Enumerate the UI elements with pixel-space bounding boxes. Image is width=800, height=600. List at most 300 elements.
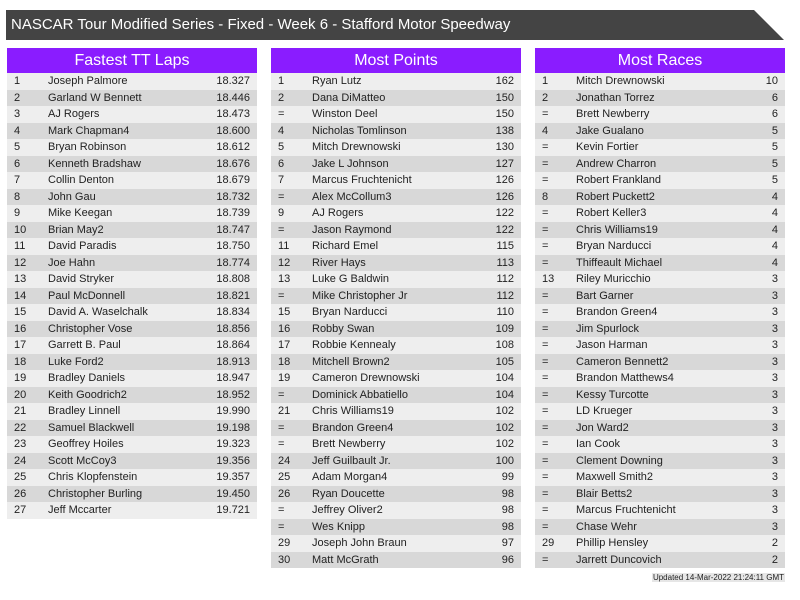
driver-name-cell: Jake Gualano xyxy=(576,124,644,137)
table-row xyxy=(7,172,257,189)
driver-name-cell: Kessy Turcotte xyxy=(576,388,649,401)
rank-cell: 26 xyxy=(14,487,27,500)
table-row xyxy=(271,370,521,387)
table-row xyxy=(7,337,257,354)
leaderboard-rows xyxy=(271,73,521,568)
table-row xyxy=(535,321,785,338)
table-row xyxy=(271,436,521,453)
rank-cell: 24 xyxy=(278,454,291,467)
driver-name-cell: Luke Ford2 xyxy=(48,355,104,368)
rank-cell: = xyxy=(542,454,549,467)
driver-name-cell: Brian May2 xyxy=(48,223,104,236)
driver-name-cell: Brandon Green4 xyxy=(312,421,394,434)
table-row xyxy=(535,255,785,272)
rank-cell: 2 xyxy=(14,91,21,104)
driver-name-cell: Marcus Fruchtenicht xyxy=(312,174,412,186)
value-cell: 150 xyxy=(495,91,514,104)
driver-name-cell: Christopher Burling xyxy=(48,487,143,500)
driver-name-cell: AJ Rogers xyxy=(312,207,364,219)
value-cell: 108 xyxy=(495,339,514,351)
driver-name-cell: Andrew Charron xyxy=(576,157,657,170)
value-cell: 138 xyxy=(495,124,514,137)
rank-cell: 15 xyxy=(278,306,291,318)
value-cell: 98 xyxy=(501,487,514,500)
rank-cell: 16 xyxy=(278,322,291,335)
rank-cell: = xyxy=(542,141,549,153)
rank-cell: = xyxy=(542,207,549,219)
table-row xyxy=(535,469,785,486)
rank-cell: 13 xyxy=(14,273,27,285)
table-row xyxy=(535,222,785,239)
value-cell: 18.739 xyxy=(216,207,250,219)
table-row xyxy=(7,156,257,173)
rank-cell: 27 xyxy=(14,504,27,516)
value-cell: 113 xyxy=(496,256,514,269)
rank-cell: 4 xyxy=(542,124,549,137)
table-row xyxy=(7,354,257,371)
table-row xyxy=(271,288,521,305)
driver-name-cell: Chris Klopfenstein xyxy=(48,471,138,483)
rank-cell: 1 xyxy=(278,75,285,87)
value-cell: 19.323 xyxy=(216,438,250,450)
driver-name-cell: Clement Downing xyxy=(576,454,663,467)
rank-cell: 24 xyxy=(14,454,27,467)
driver-name-cell: Jon Ward2 xyxy=(576,421,629,434)
value-cell: 4 xyxy=(771,207,778,219)
rank-cell: = xyxy=(542,157,549,170)
value-cell: 3 xyxy=(771,289,778,302)
driver-name-cell: Cameron Drewnowski xyxy=(312,372,420,384)
table-row xyxy=(535,288,785,305)
rank-cell: = xyxy=(278,520,285,533)
rank-cell: 11 xyxy=(278,240,290,252)
rank-cell: 17 xyxy=(278,339,291,351)
value-cell: 98 xyxy=(501,520,514,533)
rank-cell: = xyxy=(542,504,549,516)
rank-cell: = xyxy=(278,223,285,236)
rank-cell: 4 xyxy=(14,124,21,137)
value-cell: 3 xyxy=(771,405,778,417)
table-row xyxy=(535,387,785,404)
value-cell: 104 xyxy=(495,388,514,401)
rank-cell: = xyxy=(542,421,549,434)
rank-cell: = xyxy=(278,108,285,120)
table-row xyxy=(271,222,521,239)
rank-cell: = xyxy=(542,256,549,269)
rank-cell: 29 xyxy=(542,537,555,549)
driver-name-cell: Kevin Fortier xyxy=(576,141,639,153)
value-cell: 5 xyxy=(771,174,778,186)
driver-name-cell: Jeff Mccarter xyxy=(48,504,112,516)
value-cell: 115 xyxy=(496,240,514,252)
driver-name-cell: Maxwell Smith2 xyxy=(576,471,654,483)
table-row xyxy=(271,304,521,321)
driver-name-cell: Joseph John Braun xyxy=(312,537,407,549)
rank-cell: 25 xyxy=(278,471,291,483)
rank-cell: = xyxy=(542,306,549,318)
table-row xyxy=(7,222,257,239)
rank-cell: 16 xyxy=(14,322,27,335)
table-row xyxy=(535,486,785,503)
leaderboard-rows xyxy=(535,73,785,568)
value-cell: 19.198 xyxy=(216,421,250,434)
table-row xyxy=(271,535,521,552)
driver-name-cell: David Paradis xyxy=(48,240,117,252)
table-row xyxy=(7,469,257,486)
rank-cell: 5 xyxy=(14,141,21,153)
table-row xyxy=(7,288,257,305)
value-cell: 4 xyxy=(771,256,778,269)
rank-cell: 8 xyxy=(14,190,21,203)
driver-name-cell: Chris Williams19 xyxy=(576,223,658,236)
table-row xyxy=(535,271,785,288)
table-row xyxy=(271,420,521,437)
table-row xyxy=(271,90,521,107)
table-row xyxy=(271,205,521,222)
driver-name-cell: LD Krueger xyxy=(576,405,633,417)
value-cell: 4 xyxy=(771,190,778,203)
rank-cell: = xyxy=(278,421,285,434)
value-cell: 104 xyxy=(495,372,514,384)
driver-name-cell: John Gau xyxy=(48,190,96,203)
driver-name-cell: Bryan Narducci xyxy=(576,240,652,252)
value-cell: 19.450 xyxy=(216,487,250,500)
table-row xyxy=(271,139,521,156)
table-row xyxy=(535,502,785,519)
rank-cell: 18 xyxy=(278,355,291,368)
driver-name-cell: Jim Spurlock xyxy=(576,322,639,335)
value-cell: 112 xyxy=(496,273,514,285)
driver-name-cell: David Stryker xyxy=(48,273,115,285)
rank-cell: 21 xyxy=(14,405,27,417)
table-row xyxy=(7,205,257,222)
value-cell: 102 xyxy=(495,421,514,434)
rank-cell: 8 xyxy=(542,190,549,203)
driver-name-cell: Garland W Bennett xyxy=(48,91,142,104)
driver-name-cell: Bryan Robinson xyxy=(48,141,127,153)
rank-cell: 14 xyxy=(14,289,27,302)
rank-cell: = xyxy=(542,520,549,533)
rank-cell: = xyxy=(278,190,285,203)
driver-name-cell: Luke G Baldwin xyxy=(312,273,390,285)
rank-cell: 30 xyxy=(278,553,291,566)
value-cell: 6 xyxy=(771,91,778,104)
updated-timestamp: Updated 14-Mar-2022 21:24:11 GMT xyxy=(652,573,784,582)
table-row xyxy=(7,370,257,387)
value-cell: 18.327 xyxy=(216,75,250,87)
value-cell: 126 xyxy=(495,174,514,186)
value-cell: 3 xyxy=(771,355,778,368)
table-row xyxy=(7,436,257,453)
driver-name-cell: Collin Denton xyxy=(48,174,115,186)
table-row xyxy=(535,90,785,107)
value-cell: 110 xyxy=(496,306,514,318)
driver-name-cell: Jason Harman xyxy=(576,339,648,351)
rank-cell: 12 xyxy=(14,256,27,269)
driver-name-cell: Robbie Kennealy xyxy=(312,339,396,351)
driver-name-cell: Riley Muricchio xyxy=(576,273,651,285)
rank-cell: 6 xyxy=(14,157,21,170)
value-cell: 162 xyxy=(495,75,514,87)
driver-name-cell: Dominick Abbatiello xyxy=(312,388,408,401)
driver-name-cell: Robert Puckett2 xyxy=(576,190,655,203)
driver-name-cell: Bart Garner xyxy=(576,289,634,302)
table-row xyxy=(7,123,257,140)
table-row xyxy=(535,238,785,255)
table-row xyxy=(535,403,785,420)
driver-name-cell: Brandon Matthews4 xyxy=(576,372,674,384)
table-row xyxy=(7,486,257,503)
driver-name-cell: Jason Raymond xyxy=(312,223,392,236)
panel-most-races xyxy=(535,48,785,568)
rank-cell: = xyxy=(278,388,285,401)
table-row xyxy=(7,106,257,123)
driver-name-cell: Robby Swan xyxy=(312,322,375,335)
driver-name-cell: Christopher Vose xyxy=(48,322,133,335)
value-cell: 3 xyxy=(771,388,778,401)
driver-name-cell: Joseph Palmore xyxy=(48,75,128,87)
value-cell: 18.952 xyxy=(216,388,250,401)
rank-cell: = xyxy=(542,405,549,417)
rank-cell: 26 xyxy=(278,487,291,500)
value-cell: 19.990 xyxy=(216,405,250,417)
table-row xyxy=(271,271,521,288)
rank-cell: 19 xyxy=(14,372,27,384)
table-row xyxy=(7,387,257,404)
value-cell: 3 xyxy=(771,471,778,483)
driver-name-cell: Keith Goodrich2 xyxy=(48,388,127,401)
table-row xyxy=(271,552,521,569)
leaderboard-rows xyxy=(7,73,257,519)
rank-cell: 1 xyxy=(542,75,549,87)
rank-cell: = xyxy=(542,438,549,450)
rank-cell: 9 xyxy=(278,207,285,219)
value-cell: 18.808 xyxy=(216,273,250,285)
table-row xyxy=(271,238,521,255)
rank-cell: 19 xyxy=(278,372,291,384)
value-cell: 3 xyxy=(771,306,778,318)
value-cell: 18.750 xyxy=(216,240,250,252)
table-row xyxy=(535,420,785,437)
table-row xyxy=(7,255,257,272)
table-row xyxy=(535,354,785,371)
title-bar xyxy=(6,10,784,40)
value-cell: 10 xyxy=(765,75,778,87)
rank-cell: 20 xyxy=(14,388,27,401)
value-cell: 127 xyxy=(495,157,514,170)
driver-name-cell: Richard Emel xyxy=(312,240,379,252)
value-cell: 6 xyxy=(771,108,778,120)
value-cell: 19.356 xyxy=(216,454,250,467)
table-row xyxy=(535,304,785,321)
driver-name-cell: Winston Deel xyxy=(312,108,378,120)
table-row xyxy=(535,172,785,189)
table-row xyxy=(535,189,785,206)
value-cell: 97 xyxy=(501,537,514,549)
table-row xyxy=(271,486,521,503)
table-row xyxy=(7,321,257,338)
value-cell: 18.821 xyxy=(216,289,250,302)
driver-name-cell: Robert Keller3 xyxy=(576,207,647,219)
driver-name-cell: Blair Betts2 xyxy=(576,487,633,500)
value-cell: 18.947 xyxy=(216,372,250,384)
rank-cell: 7 xyxy=(14,174,21,186)
driver-name-cell: Ryan Lutz xyxy=(312,75,362,87)
rank-cell: = xyxy=(542,108,549,120)
driver-name-cell: Mike Christopher Jr xyxy=(312,289,408,302)
driver-name-cell: AJ Rogers xyxy=(48,108,100,120)
table-row xyxy=(7,304,257,321)
rank-cell: 25 xyxy=(14,471,27,483)
table-row xyxy=(271,123,521,140)
value-cell: 3 xyxy=(771,339,778,351)
rank-cell: = xyxy=(278,438,285,450)
value-cell: 4 xyxy=(771,240,778,252)
table-row xyxy=(7,90,257,107)
rank-cell: 10 xyxy=(14,223,27,236)
page-title: NASCAR Tour Modified Series - Fixed - Week 6 - Stafford Motor Speedway xyxy=(11,16,511,33)
driver-name-cell: Wes Knipp xyxy=(312,520,365,533)
rank-cell: 2 xyxy=(542,91,549,104)
panel-header: Most Races xyxy=(535,48,785,73)
table-row xyxy=(271,189,521,206)
rank-cell: 11 xyxy=(14,240,26,252)
driver-name-cell: Jonathan Torrez xyxy=(576,91,655,104)
value-cell: 105 xyxy=(495,355,514,368)
rank-cell: 7 xyxy=(278,174,285,186)
table-row xyxy=(535,535,785,552)
value-cell: 18.600 xyxy=(216,124,250,137)
table-row xyxy=(271,453,521,470)
table-row xyxy=(271,73,521,90)
driver-name-cell: Marcus Fruchtenicht xyxy=(576,504,676,516)
value-cell: 3 xyxy=(771,487,778,500)
value-cell: 18.676 xyxy=(216,157,250,170)
rank-cell: 6 xyxy=(278,157,285,170)
table-row xyxy=(535,370,785,387)
driver-name-cell: Adam Morgan4 xyxy=(312,471,388,483)
driver-name-cell: Cameron Bennett2 xyxy=(576,355,669,368)
value-cell: 99 xyxy=(501,471,514,483)
value-cell: 3 xyxy=(771,454,778,467)
table-row xyxy=(7,238,257,255)
driver-name-cell: Ryan Doucette xyxy=(312,487,385,500)
rank-cell: = xyxy=(542,553,549,566)
rank-cell: = xyxy=(542,223,549,236)
rank-cell: 5 xyxy=(278,141,285,153)
driver-name-cell: Jarrett Duncovich xyxy=(576,553,662,566)
driver-name-cell: River Hays xyxy=(312,256,366,269)
driver-name-cell: Chase Wehr xyxy=(576,520,637,533)
rank-cell: 4 xyxy=(278,124,285,137)
rank-cell: = xyxy=(278,504,285,516)
driver-name-cell: David A. Waselchalk xyxy=(48,306,148,318)
rank-cell: 15 xyxy=(14,306,27,318)
driver-name-cell: Mitch Drewnowski xyxy=(312,141,401,153)
driver-name-cell: Dana DiMatteo xyxy=(312,91,386,104)
driver-name-cell: Paul McDonnell xyxy=(48,289,126,302)
rank-cell: = xyxy=(542,240,549,252)
table-row xyxy=(7,271,257,288)
table-row xyxy=(535,552,785,569)
driver-name-cell: Brett Newberry xyxy=(312,438,386,450)
driver-name-cell: Brett Newberry xyxy=(576,108,650,120)
driver-name-cell: Nicholas Tomlinson xyxy=(312,124,407,137)
rank-cell: 12 xyxy=(278,256,291,269)
value-cell: 5 xyxy=(771,157,778,170)
rank-cell: 23 xyxy=(14,438,27,450)
value-cell: 2 xyxy=(771,553,778,566)
rank-cell: = xyxy=(542,322,549,335)
table-row xyxy=(7,502,257,519)
rank-cell: 2 xyxy=(278,91,285,104)
rank-cell: 29 xyxy=(278,537,291,549)
table-row xyxy=(271,403,521,420)
value-cell: 102 xyxy=(495,438,514,450)
value-cell: 96 xyxy=(501,553,514,566)
driver-name-cell: Mitchell Brown2 xyxy=(312,355,390,368)
rank-cell: 13 xyxy=(278,273,291,285)
driver-name-cell: Garrett B. Paul xyxy=(48,339,121,351)
table-row xyxy=(271,387,521,404)
value-cell: 122 xyxy=(495,207,514,219)
table-row xyxy=(535,106,785,123)
value-cell: 112 xyxy=(496,289,514,302)
value-cell: 130 xyxy=(495,141,514,153)
table-row xyxy=(7,73,257,90)
rank-cell: = xyxy=(542,174,549,186)
value-cell: 3 xyxy=(771,504,778,516)
driver-name-cell: Bradley Daniels xyxy=(48,372,126,384)
value-cell: 3 xyxy=(771,520,778,533)
rank-cell: = xyxy=(542,471,549,483)
value-cell: 5 xyxy=(771,141,778,153)
driver-name-cell: Samuel Blackwell xyxy=(48,421,135,434)
table-row xyxy=(535,436,785,453)
table-row xyxy=(271,156,521,173)
value-cell: 98 xyxy=(501,504,514,516)
table-row xyxy=(535,156,785,173)
rank-cell: = xyxy=(542,388,549,401)
value-cell: 18.612 xyxy=(216,141,250,153)
table-row xyxy=(535,337,785,354)
rank-cell: 17 xyxy=(14,339,27,351)
value-cell: 122 xyxy=(495,223,514,236)
rank-cell: 21 xyxy=(278,405,291,417)
panel-header: Most Points xyxy=(271,48,521,73)
value-cell: 126 xyxy=(495,190,514,203)
driver-name-cell: Ian Cook xyxy=(576,438,621,450)
driver-name-cell: Bryan Narducci xyxy=(312,306,388,318)
value-cell: 18.473 xyxy=(216,108,250,120)
value-cell: 102 xyxy=(495,405,514,417)
value-cell: 18.679 xyxy=(216,174,250,186)
table-row xyxy=(271,172,521,189)
driver-name-cell: Jeffrey Oliver2 xyxy=(312,504,383,516)
value-cell: 18.864 xyxy=(216,339,250,351)
value-cell: 3 xyxy=(771,372,778,384)
value-cell: 3 xyxy=(771,421,778,434)
value-cell: 109 xyxy=(495,322,514,335)
driver-name-cell: Chris Williams19 xyxy=(312,405,394,417)
value-cell: 3 xyxy=(771,438,778,450)
table-row xyxy=(535,519,785,536)
driver-name-cell: Jake L Johnson xyxy=(312,157,389,170)
table-row xyxy=(271,469,521,486)
rank-cell: = xyxy=(278,289,285,302)
table-row xyxy=(7,403,257,420)
value-cell: 18.446 xyxy=(216,91,250,104)
